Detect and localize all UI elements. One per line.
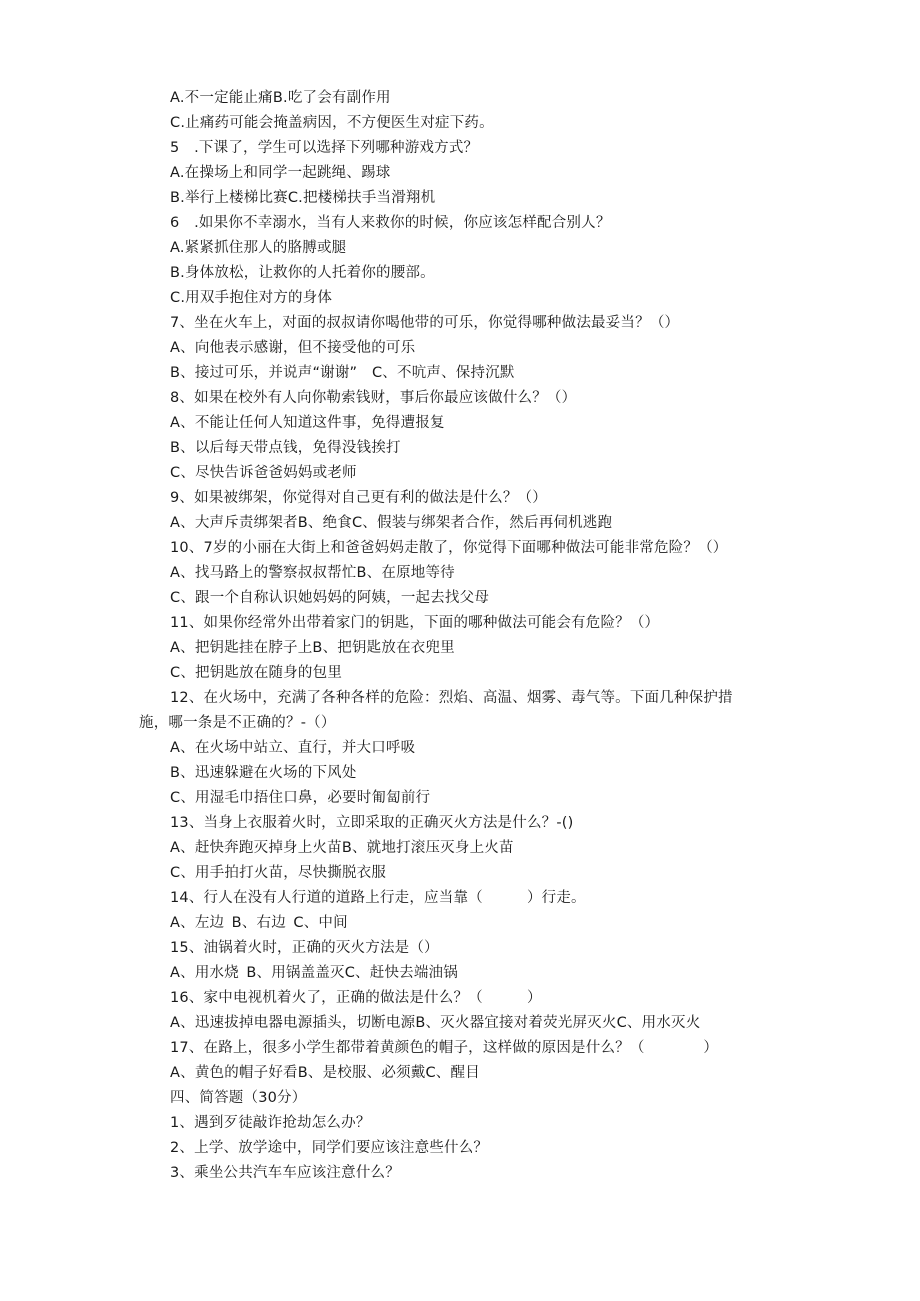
document-body xyxy=(139,86,779,1186)
question-line: 9、如果被绑架，你觉得对自己更有利的做法是什么？（） xyxy=(170,490,547,506)
option-line: A、在火场中站立、直行，并大口呼吸 xyxy=(170,740,416,756)
option-line: A、把钥匙挂在脖子上B、把钥匙放在衣兜里 xyxy=(170,640,455,656)
option-line: C、把钥匙放在随身的包里 xyxy=(170,665,343,681)
option-line: B.身体放松，让救你的人托着你的腰部。 xyxy=(170,265,435,281)
option-line: A.紧紧抓住那人的胳膊或腿 xyxy=(170,240,347,256)
option-line: A、迅速拔掉电器电源插头，切断电源B、灭火器宜接对着荧光屏灭火C、用水灭火 xyxy=(170,1015,701,1031)
question-line: 11、如果你经常外出带着家门的钥匙，下面的哪种做法可能会有危险？（） xyxy=(170,615,660,631)
option-line: C.用双手抱住对方的身体 xyxy=(170,290,333,306)
option-line: A.不一定能止痛B.吃了会有副作用 xyxy=(170,90,391,106)
option-line: A、用水烧 B、用锅盖盖灭C、赶快去端油锅 xyxy=(170,965,458,981)
option-line: A、黄色的帽子好看B、是校服、必须戴C、醒目 xyxy=(170,1065,480,1081)
short-answer-question: 2、上学、放学途中，同学们要应该注意些什么？ xyxy=(170,1140,489,1156)
option-line: A、不能让任何人知道这件事，免得遭报复 xyxy=(170,415,445,431)
option-line: B、接过可乐，并说声“谢谢” C、不吭声、保持沉默 xyxy=(170,365,515,381)
question-line: 8、如果在校外有人向你勒索钱财，事后你最应该做什么？（） xyxy=(170,390,577,406)
question-line: 15、油锅着火时，正确的灭火方法是（） xyxy=(170,940,439,956)
option-line: A、向他表示感谢，但不接受他的可乐 xyxy=(170,340,416,356)
option-line: C.止痛药可能会掩盖病因，不方便医生对症下药。 xyxy=(170,115,494,131)
option-line: A、左边 B、右边 C、中间 xyxy=(170,915,348,931)
option-line: B、迅速躲避在火场的下风处 xyxy=(170,765,357,781)
option-line: C、用湿毛巾捂住口鼻，必要时匍匐前行 xyxy=(170,790,431,806)
short-answer-question: 1、遇到歹徒敲诈抢劫怎么办？ xyxy=(170,1115,371,1131)
option-line: C、尽快告诉爸爸妈妈或老师 xyxy=(170,465,357,481)
question-line: 13、当身上衣服着火时，立即采取的正确灭火方法是什么？-() xyxy=(170,815,574,831)
option-line: A.在操场上和同学一起跳绳、踢球 xyxy=(170,165,391,181)
question-line: 7、坐在火车上，对面的叔叔请你喝他带的可乐，你觉得哪种做法最妥当？（） xyxy=(170,315,680,331)
section-heading: 四、简答题（30分） xyxy=(170,1090,307,1106)
short-answer-question: 3、乘坐公共汽车车应该注意什么？ xyxy=(170,1165,400,1181)
option-line: C、用手拍打火苗，尽快撕脱衣服 xyxy=(170,865,387,881)
question-continuation-line: 施，哪一条是不正确的？-（） xyxy=(139,715,336,731)
question-line: 10、7岁的小丽在大街上和爸爸妈妈走散了，你觉得下面哪种做法可能非常危险？（） xyxy=(170,540,728,556)
option-line: A、大声斥责绑架者B、绝食C、假装与绑架者合作，然后再伺机逃跑 xyxy=(170,515,613,531)
question-line: 16、家中电视机着火了，正确的做法是什么？（ ） xyxy=(170,990,542,1006)
question-line: 14、行人在没有人行道的道路上行走，应当靠（ ）行走。 xyxy=(170,890,586,906)
option-line: A、找马路上的警察叔叔帮忙B、在原地等待 xyxy=(170,565,455,581)
question-line: 6 .如果你不幸溺水，当有人来救你的时候，你应该怎样配合别人？ xyxy=(170,215,611,231)
option-line: C、跟一个自称认识她妈妈的阿姨，一起去找父母 xyxy=(170,590,490,606)
question-line: 5 .下课了，学生可以选择下列哪种游戏方式？ xyxy=(170,140,479,156)
option-line: B.举行上楼梯比赛C.把楼梯扶手当滑翔机 xyxy=(170,190,436,206)
question-line: 17、在路上，很多小学生都带着黄颜色的帽子，这样做的原因是什么？（ ） xyxy=(170,1040,719,1056)
option-line: A、赶快奔跑灭掉身上火苗B、就地打滚压灭身上火苗 xyxy=(170,840,514,856)
question-line: 12、在火场中，充满了各种各样的危险：烈焰、高温、烟雾、毒气等。下面几种保护措 xyxy=(170,690,733,706)
option-line: B、以后每天带点钱，免得没钱挨打 xyxy=(170,440,401,456)
